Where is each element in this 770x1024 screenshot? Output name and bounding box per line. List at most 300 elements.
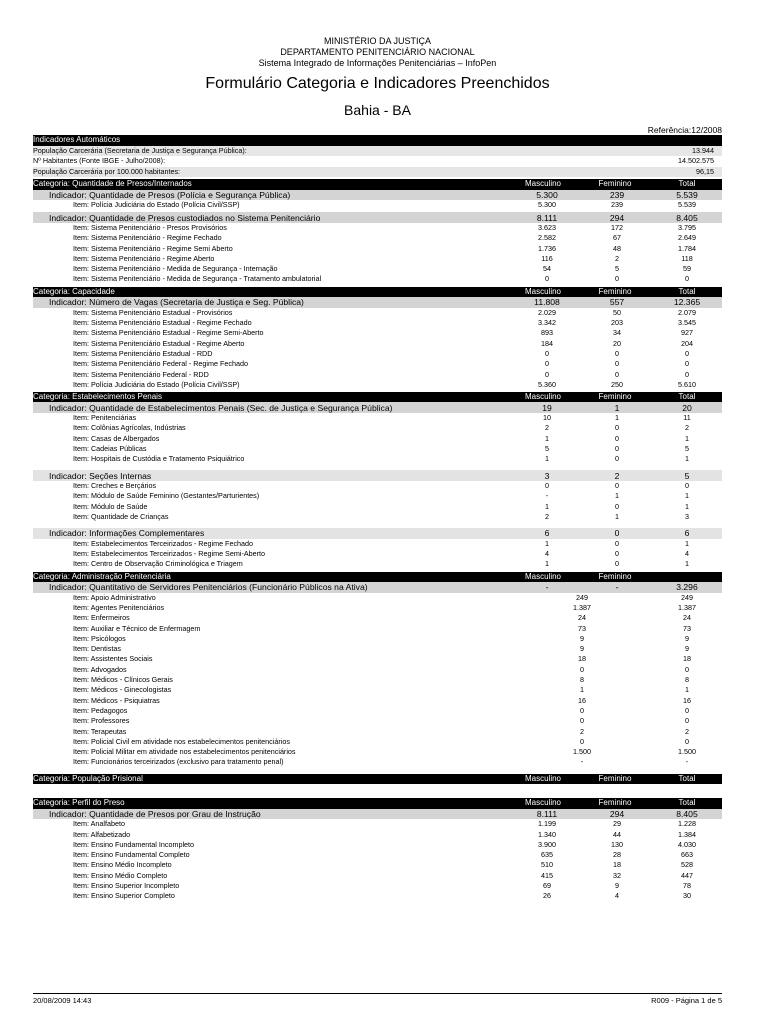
- item-value: 9: [580, 644, 584, 654]
- item-masculino: 3.900: [538, 839, 556, 849]
- item-label: Item: Sistema Penitenciário Estadual - RDD: [73, 348, 213, 358]
- item-label: Item: Ensino Fundamental Incompleto: [73, 839, 195, 849]
- item-feminino: 0: [615, 549, 619, 559]
- item-total: 5.539: [678, 200, 696, 210]
- indicator-masculino: 11.808: [534, 297, 560, 308]
- item-label: Item: Sistema Penitenciário - Regime Semi Aberto: [73, 243, 233, 253]
- indicator-label: Indicador: Informações Complementares: [49, 528, 205, 539]
- page-title: Formulário Categoria e Indicadores Preenchidos: [205, 75, 550, 92]
- item-total: 0: [685, 705, 689, 715]
- item-row: [33, 593, 722, 603]
- item-label: Item: Alfabetizado: [73, 829, 131, 839]
- item-row: [33, 695, 722, 705]
- item-feminino: 0: [615, 369, 619, 379]
- item-total: 1: [685, 454, 689, 464]
- col-header-masculino: Masculino: [524, 286, 561, 296]
- item-row: [33, 603, 722, 613]
- item-masculino: 5.300: [538, 200, 556, 210]
- item-total: 24: [683, 613, 691, 623]
- item-row: [33, 654, 722, 664]
- auto-indicators-list: [33, 146, 722, 178]
- item-label: Item: Policial Civil em atividade nos estabelecimentos penitenciários: [73, 736, 290, 746]
- item-label: Item: Módulo de Saúde: [73, 501, 148, 511]
- item-row: [33, 685, 722, 695]
- item-masculino: 1: [545, 433, 549, 443]
- item-row: [33, 726, 722, 736]
- item-masculino: 3.342: [538, 318, 556, 328]
- indicator-feminino: 2: [614, 470, 620, 481]
- item-row: [33, 512, 722, 522]
- item-total: 204: [681, 338, 693, 348]
- item-masculino: 184: [541, 338, 553, 348]
- indicator-total: 12.365: [673, 297, 701, 308]
- item-row: [33, 819, 722, 829]
- category-title: Categoria: Administração Penitenciária: [33, 571, 171, 581]
- item-masculino: 0: [545, 359, 549, 369]
- col-header-total: Total: [678, 773, 696, 783]
- item-masculino: 1.199: [538, 819, 556, 829]
- item-row: [33, 871, 722, 881]
- item-total: 2.649: [678, 233, 696, 243]
- report-footer: [33, 993, 722, 1006]
- item-total: 528: [681, 860, 693, 870]
- item-total: 0: [685, 369, 689, 379]
- indicator-feminino: 294: [609, 808, 625, 819]
- item-total: 927: [681, 328, 693, 338]
- item-row: [33, 644, 722, 654]
- item-masculino: 893: [541, 328, 553, 338]
- item-feminino: 48: [613, 243, 621, 253]
- indicator-row: [33, 582, 722, 593]
- col-header-total: Total: [678, 798, 696, 808]
- item-total: 18: [683, 654, 691, 664]
- col-header-total: Total: [678, 392, 696, 402]
- item-masculino: 1: [545, 454, 549, 464]
- item-masculino: 0: [545, 369, 549, 379]
- item-row: [33, 200, 722, 210]
- item-feminino: 32: [613, 870, 621, 880]
- item-masculino: 3.623: [538, 222, 556, 232]
- item-value: 8: [580, 675, 584, 685]
- item-row: [33, 328, 722, 338]
- item-label: Item: Polícia Judiciária do Estado (Polícia Civil/SSP): [73, 379, 240, 389]
- indicator-feminino: 294: [609, 212, 625, 223]
- item-row: [33, 369, 722, 379]
- item-total: 1.228: [678, 819, 696, 829]
- item-label: Item: Sistema Penitenciário - Medida de Segurança - Internação: [73, 264, 278, 274]
- item-total: 59: [683, 264, 691, 274]
- item-label: Item: Sistema Penitenciário Estadual - Regime Fechado: [73, 318, 252, 328]
- indicator-feminino: 1: [614, 402, 620, 413]
- item-feminino: 4: [615, 891, 619, 901]
- indicator-total: 5: [684, 470, 690, 481]
- indicator-total: 8.405: [676, 808, 698, 819]
- item-row: [33, 757, 722, 767]
- item-label: Item: Polícia Judiciária do Estado (Polícia Civil/SSP): [73, 200, 240, 210]
- item-masculino: 1: [545, 501, 549, 511]
- item-label: Item: Pedagogos: [73, 705, 128, 715]
- item-total: 1: [685, 501, 689, 511]
- item-total: 3: [685, 511, 689, 521]
- item-feminino: 20: [613, 338, 621, 348]
- spacer: [33, 784, 722, 798]
- item-feminino: 2: [615, 253, 619, 263]
- item-feminino: 0: [615, 454, 619, 464]
- item-masculino: 2.029: [538, 307, 556, 317]
- item-value: 2: [580, 726, 584, 736]
- item-label: Item: Creches e Berçários: [73, 481, 157, 491]
- item-feminino: 0: [615, 274, 619, 284]
- indicator-row: [33, 402, 722, 413]
- item-value: 18: [578, 654, 586, 664]
- indicator-masculino: 6: [544, 528, 550, 539]
- col-header-masculino: Masculino: [524, 179, 561, 189]
- item-row: [33, 359, 722, 369]
- item-feminino: 50: [613, 307, 621, 317]
- item-masculino: 2: [545, 423, 549, 433]
- item-masculino: 10: [543, 413, 551, 423]
- item-feminino: 0: [615, 433, 619, 443]
- item-label: Item: Sistema Penitenciário Federal - RDD: [73, 369, 209, 379]
- item-row: [33, 502, 722, 512]
- indicator-total: 8.405: [676, 212, 698, 223]
- item-label: Item: Estabelecimentos Terceirizados - Regime Fechado: [73, 538, 254, 548]
- item-label: Item: Médicos - Ginecologistas: [73, 685, 172, 695]
- item-total: 1.387: [678, 602, 696, 612]
- item-masculino: 0: [545, 274, 549, 284]
- item-masculino: 415: [541, 870, 553, 880]
- item-row: [33, 840, 722, 850]
- ministry-line: MINISTÉRIO DA JUSTIÇA: [323, 36, 431, 46]
- item-row: [33, 716, 722, 726]
- indicator-label: Indicador: Quantitativo de Servidores Penitenciários (Funcionário Públicos na Ativa): [49, 582, 368, 593]
- item-label: Item: Terapeutas: [73, 726, 127, 736]
- item-masculino: 635: [541, 850, 553, 860]
- item-row: [33, 274, 722, 284]
- item-masculino: 54: [543, 264, 551, 274]
- item-feminino: 172: [611, 222, 623, 232]
- indicator-row: [33, 190, 722, 201]
- indicator-feminino: 239: [609, 189, 625, 200]
- item-masculino: 510: [541, 860, 553, 870]
- indicator-row: [33, 470, 722, 481]
- category-header: [33, 287, 722, 298]
- item-label: Item: Apoio Administrativo: [73, 592, 156, 602]
- item-feminino: 0: [615, 481, 619, 491]
- item-total: 5: [685, 443, 689, 453]
- auto-indicator-row: [33, 146, 722, 157]
- item-label: Item: Sistema Penitenciário Federal - Regime Fechado: [73, 359, 248, 369]
- item-feminino: 0: [615, 423, 619, 433]
- indicator-label: Indicador: Número de Vagas (Secretaria de Justiça e Seg. Pública): [49, 297, 304, 308]
- item-label: Item: Módulo de Saúde Feminino (Gestantes/Parturientes): [73, 491, 260, 501]
- item-total: 0: [685, 348, 689, 358]
- item-total: 447: [681, 870, 693, 880]
- item-row: [33, 850, 722, 860]
- item-feminino: 1: [615, 511, 619, 521]
- indicator-masculino: 5.300: [536, 189, 558, 200]
- item-value: 24: [578, 613, 586, 623]
- item-feminino: 250: [611, 379, 623, 389]
- auto-indicator-value: 14.502.575: [678, 156, 714, 166]
- item-total: 9: [685, 644, 689, 654]
- item-row: [33, 634, 722, 644]
- item-label: Item: Sistema Penitenciário - Regime Fechado: [73, 233, 222, 243]
- item-total: 8: [685, 675, 689, 685]
- item-feminino: 0: [615, 443, 619, 453]
- item-total: 249: [681, 592, 693, 602]
- item-masculino: 2: [545, 511, 549, 521]
- item-label: Item: Ensino Superior Completo: [73, 891, 175, 901]
- indicator-feminino: -: [615, 582, 619, 593]
- item-label: Item: Ensino Fundamental Completo: [73, 850, 190, 860]
- item-total: 9: [685, 633, 689, 643]
- item-row: [33, 254, 722, 264]
- item-total: 1: [685, 538, 689, 548]
- item-feminino: 1: [615, 413, 619, 423]
- item-total: 0: [685, 359, 689, 369]
- indicator-label: Indicador: Quantidade de Presos por Grau de Instrução: [49, 808, 261, 819]
- item-row: [33, 491, 722, 501]
- item-total: 0: [685, 274, 689, 284]
- col-header-feminino: Feminino: [598, 798, 632, 808]
- category-title: Categoria: Quantidade de Presos/Internados: [33, 179, 192, 189]
- item-row: [33, 308, 722, 318]
- item-value: 16: [578, 695, 586, 705]
- item-total: 4.030: [678, 839, 696, 849]
- item-label: Item: Colônias Agrícolas, Indústrias: [73, 423, 186, 433]
- item-label: Item: Dentistas: [73, 644, 121, 654]
- col-header-feminino: Feminino: [598, 571, 632, 581]
- item-row: [33, 454, 722, 464]
- indicator-row: [33, 297, 722, 308]
- item-row: [33, 860, 722, 870]
- item-feminino: 29: [613, 819, 621, 829]
- col-header-masculino: Masculino: [524, 392, 561, 402]
- item-masculino: 116: [541, 253, 553, 263]
- item-masculino: 2.582: [538, 233, 556, 243]
- item-value: 0: [580, 705, 584, 715]
- item-row: [33, 623, 722, 633]
- item-masculino: 69: [543, 880, 551, 890]
- item-total: 1: [685, 559, 689, 569]
- indicator-row: [33, 528, 722, 539]
- item-total: 118: [681, 253, 693, 263]
- item-row: [33, 613, 722, 623]
- item-total: 0: [685, 736, 689, 746]
- item-masculino: 0: [545, 348, 549, 358]
- state-name: Bahia - BA: [344, 102, 411, 118]
- item-row: [33, 665, 722, 675]
- item-row: [33, 706, 722, 716]
- report-content: [33, 177, 722, 901]
- auto-indicator-value: 13.944: [692, 145, 714, 155]
- item-value: 249: [576, 592, 588, 602]
- auto-indicator-label: População Carcerária (Secretaria de Justiça e Segurança Pública):: [33, 145, 247, 155]
- item-label: Item: Médicos - Clínicos Gerais: [73, 675, 173, 685]
- item-feminino: 0: [615, 359, 619, 369]
- item-label: Item: Sistema Penitenciário - Regime Aberto: [73, 253, 215, 263]
- item-total: 2.079: [678, 307, 696, 317]
- item-total: 1.384: [678, 829, 696, 839]
- col-header-feminino: Feminino: [598, 286, 632, 296]
- auto-indicators-title: Indicadores Automáticos: [33, 135, 121, 145]
- item-masculino: -: [545, 491, 549, 501]
- indicator-masculino: 8.111: [536, 212, 558, 223]
- item-value: 73: [578, 623, 586, 633]
- item-label: Item: Sistema Penitenciário Estadual - Regime Aberto: [73, 338, 245, 348]
- item-row: [33, 349, 722, 359]
- item-row: [33, 380, 722, 390]
- auto-indicator-row: [33, 156, 722, 167]
- item-label: Item: Analfabeto: [73, 819, 125, 829]
- item-total: 3.545: [678, 318, 696, 328]
- item-label: Item: Sistema Penitenciário - Presos Provisórios: [73, 222, 227, 232]
- item-total: 2: [685, 726, 689, 736]
- item-row: [33, 747, 722, 757]
- item-total: -: [685, 757, 689, 767]
- item-value: 1: [580, 685, 584, 695]
- item-feminino: 67: [613, 233, 621, 243]
- category-header: [33, 798, 722, 809]
- item-masculino: 26: [543, 891, 551, 901]
- item-row: [33, 539, 722, 549]
- item-feminino: 0: [615, 559, 619, 569]
- item-label: Item: Quantidade de Crianças: [73, 511, 169, 521]
- item-total: 11: [683, 413, 691, 423]
- item-masculino: 1.736: [538, 243, 556, 253]
- col-header-masculino: Masculino: [524, 571, 561, 581]
- item-feminino: 0: [615, 501, 619, 511]
- report-header: [33, 36, 722, 119]
- col-header-total: Total: [678, 179, 696, 189]
- item-value: 0: [580, 716, 584, 726]
- item-label: Item: Hospitais de Custódia e Tratamento Psiquiátrico: [73, 454, 245, 464]
- indicator-masculino: 19: [542, 402, 552, 413]
- item-feminino: 9: [615, 880, 619, 890]
- indicator-row: [33, 809, 722, 820]
- item-label: Item: Agentes Penitenciários: [73, 602, 165, 612]
- item-feminino: 203: [611, 318, 623, 328]
- item-masculino: 4: [545, 549, 549, 559]
- item-total: 2: [685, 423, 689, 433]
- item-masculino: 5: [545, 443, 549, 453]
- item-total: 0: [685, 716, 689, 726]
- item-label: Item: Funcionários terceirizados (exclusivo para tratamento penal): [73, 757, 284, 767]
- item-value: 0: [580, 736, 584, 746]
- item-label: Item: Sistema Penitenciário Estadual - Provisórios: [73, 307, 233, 317]
- col-header-feminino: Feminino: [598, 179, 632, 189]
- item-row: [33, 233, 722, 243]
- item-row: [33, 413, 722, 423]
- item-feminino: 18: [613, 860, 621, 870]
- indicator-label: Indicador: Quantidade de Presos (Polícia e Segurança Pública): [49, 189, 291, 200]
- item-masculino: 1.340: [538, 829, 556, 839]
- item-row: [33, 891, 722, 901]
- item-label: Item: Sistema Penitenciário Estadual - Regime Semi-Aberto: [73, 328, 264, 338]
- indicator-masculino: 8.111: [536, 808, 558, 819]
- item-label: Item: Centro de Observação Criminológica e Triagem: [73, 559, 243, 569]
- item-row: [33, 737, 722, 747]
- category-title: Categoria: População Prisional: [33, 773, 143, 783]
- item-total: 1.500: [678, 747, 696, 757]
- auto-indicator-row: [33, 167, 722, 178]
- auto-indicator-label: Nº Habitantes (Fonte IBGE - Julho/2008):: [33, 156, 166, 166]
- department-line: DEPARTAMENTO PENITENCIÁRIO NACIONAL: [280, 47, 475, 57]
- item-total: 30: [683, 891, 691, 901]
- indicator-total: 6: [684, 528, 690, 539]
- item-feminino: 130: [611, 839, 623, 849]
- col-header-feminino: Feminino: [598, 392, 632, 402]
- category-title: Categoria: Capacidade: [33, 286, 115, 296]
- indicator-total: 5.539: [676, 189, 698, 200]
- indicator-masculino: -: [545, 582, 549, 593]
- report-page: [33, 0, 722, 901]
- item-total: 1.784: [678, 243, 696, 253]
- item-label: Item: Ensino Superior Incompleto: [73, 880, 180, 890]
- item-row: [33, 243, 722, 253]
- item-feminino: 5: [615, 264, 619, 274]
- item-label: Item: Professores: [73, 716, 130, 726]
- item-label: Item: Penitenciárias: [73, 413, 137, 423]
- item-row: [33, 549, 722, 559]
- item-feminino: 239: [611, 200, 623, 210]
- item-row: [33, 318, 722, 328]
- item-label: Item: Auxiliar e Técnico de Enfermagem: [73, 623, 201, 633]
- item-masculino: 1: [545, 538, 549, 548]
- item-row: [33, 338, 722, 348]
- item-row: [33, 481, 722, 491]
- item-row: [33, 559, 722, 569]
- item-feminino: 0: [615, 348, 619, 358]
- item-value: 0: [580, 664, 584, 674]
- item-feminino: 28: [613, 850, 621, 860]
- system-line: Sistema Integrado de Informações Penitenciárias – InfoPen: [258, 58, 497, 68]
- item-label: Item: Enfermeiros: [73, 613, 130, 623]
- category-header: [33, 572, 722, 583]
- col-header-total: Total: [678, 286, 696, 296]
- item-label: Item: Policial Militar em atividade nos estabelecimentos penitenciários: [73, 747, 296, 757]
- category-header: [33, 392, 722, 403]
- indicator-feminino: 0: [614, 528, 620, 539]
- category-header: [33, 774, 722, 785]
- item-row: [33, 264, 722, 274]
- item-label: Item: Cadeias Públicas: [73, 443, 147, 453]
- item-value: 9: [580, 633, 584, 643]
- item-label: Item: Psicólogos: [73, 633, 126, 643]
- item-label: Item: Sistema Penitenciário - Medida de Segurança - Tratamento ambulatorial: [73, 274, 322, 284]
- item-total: 1: [685, 685, 689, 695]
- footer-date: 20/08/2009 14:43: [33, 996, 92, 1005]
- item-total: 663: [681, 850, 693, 860]
- item-row: [33, 223, 722, 233]
- item-total: 0: [685, 481, 689, 491]
- item-label: Item: Estabelecimentos Terceirizados - Regime Semi-Aberto: [73, 549, 266, 559]
- item-feminino: 1: [615, 491, 619, 501]
- indicator-row: [33, 212, 722, 223]
- col-header-feminino: Feminino: [598, 773, 632, 783]
- item-label: Item: Médicos - Psiquiatras: [73, 695, 160, 705]
- col-header-masculino: Masculino: [524, 798, 561, 808]
- item-total: 78: [683, 880, 691, 890]
- indicator-label: Indicador: Seções Internas: [49, 470, 152, 481]
- item-total: 1: [685, 491, 689, 501]
- item-total: 16: [683, 695, 691, 705]
- indicator-total: 20: [682, 402, 692, 413]
- item-row: [33, 881, 722, 891]
- auto-indicators-header: [33, 135, 722, 146]
- category-title: Categoria: Perfil do Preso: [33, 798, 125, 808]
